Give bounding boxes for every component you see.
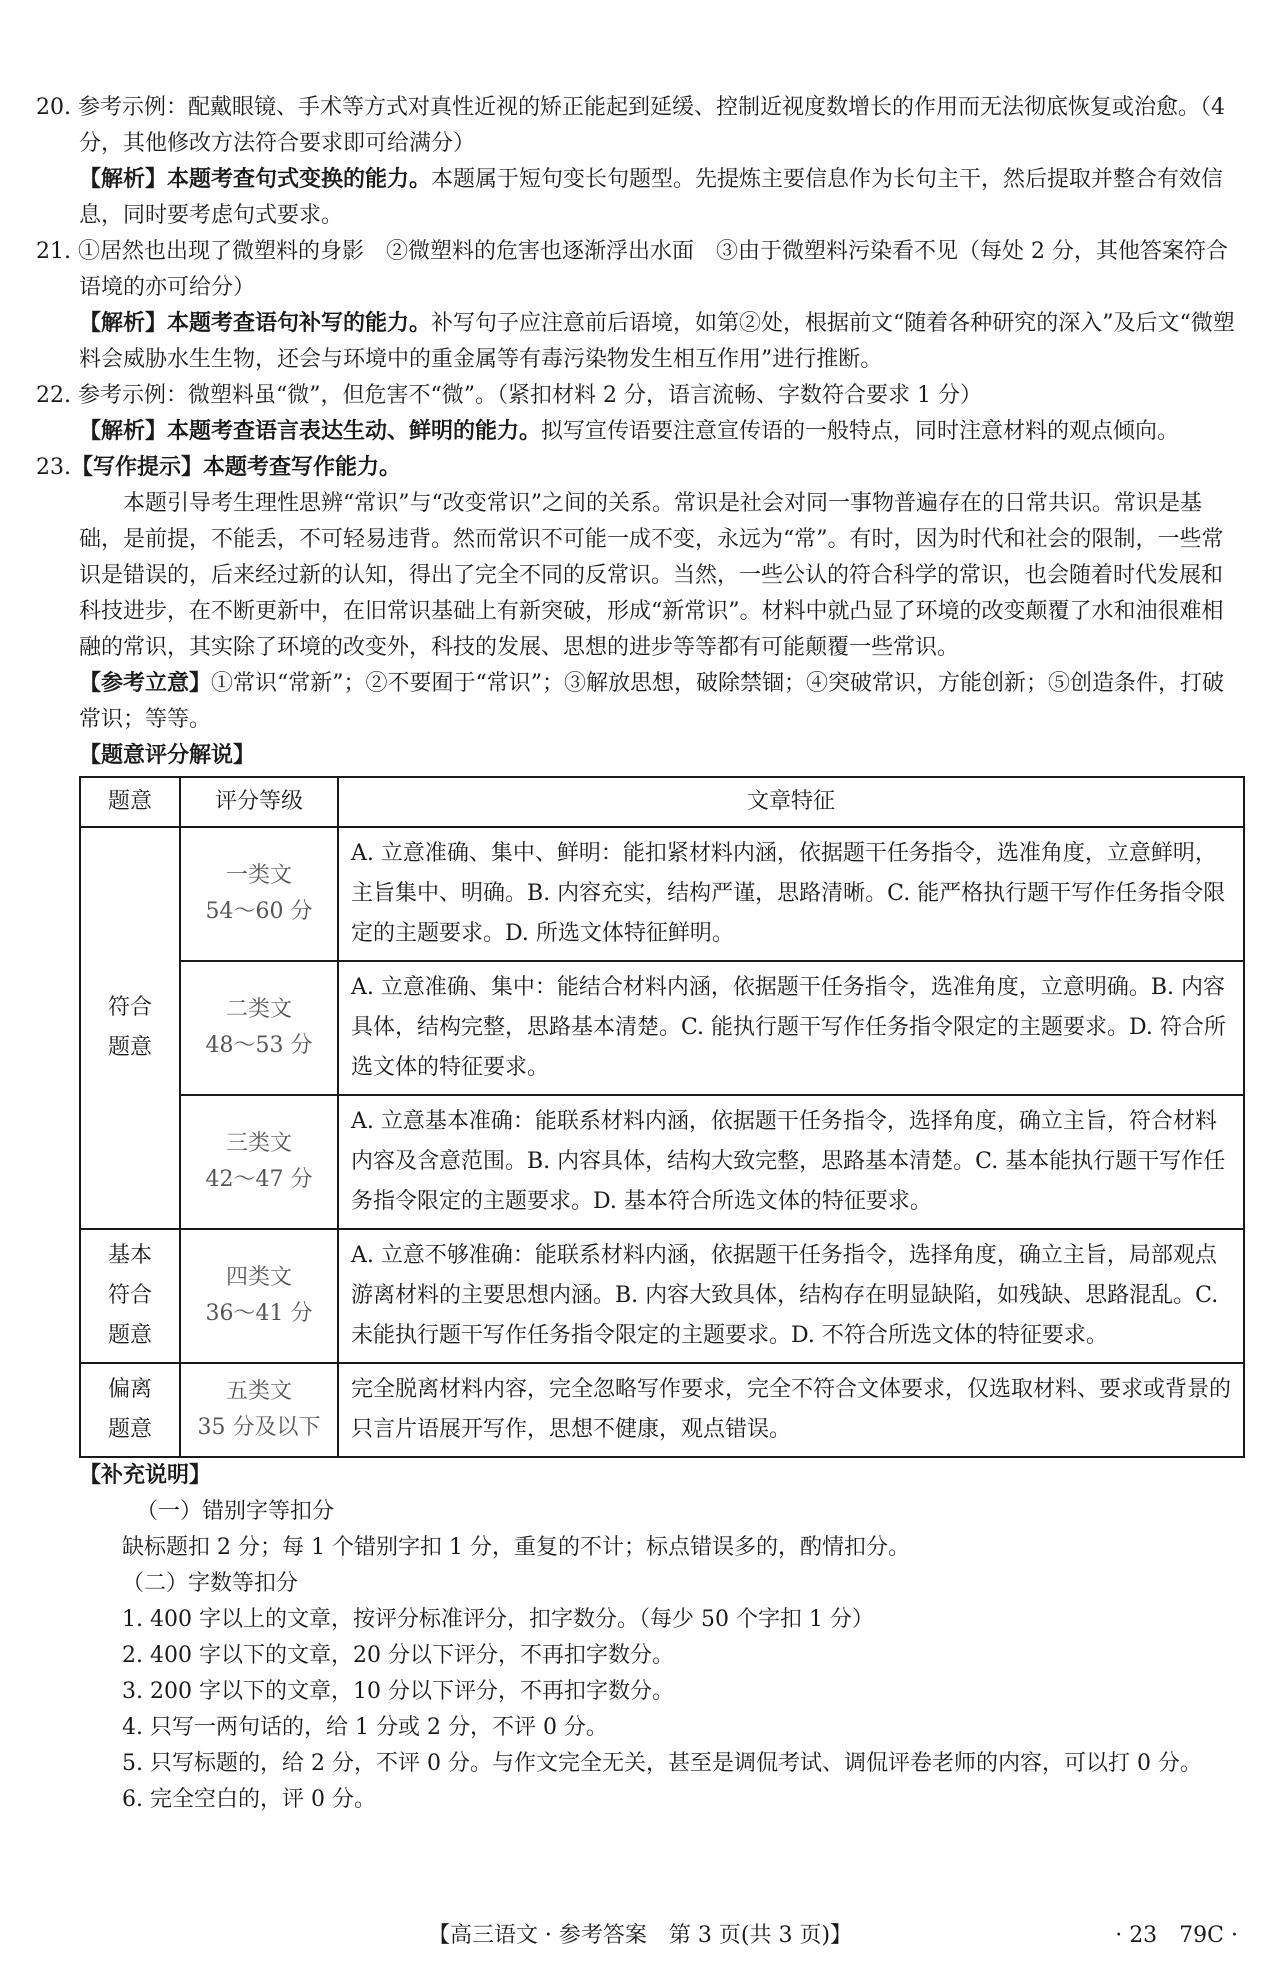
analysis-tag: 【解析】 [79, 311, 168, 336]
feature-cell: A. 立意准确、集中、鲜明：能扣紧材料内涵，依据题干任务指令，选准角度，立意鲜明，主旨集中、明确。B. 内容充实，结构严谨，思路清晰。C. 能严格执行题干写作任务指令限定的主题要求。D. 所选文体特征鲜明。 [338, 827, 1244, 961]
analysis-lead: 本题考查句式变换的能力。 [167, 167, 432, 192]
group-cell-fit: 符合题意 [80, 827, 180, 1229]
list-item: 5. 只写标题的，给 2 分，不评 0 分。与作文完全无关，甚至是调侃考试、调侃评卷老师的内容，可以打 0 分。 [122, 1751, 1202, 1776]
table-title: 【题意评分解说】 [79, 743, 256, 768]
table-row [80, 1095, 1244, 1229]
list-item: 3. 200 字以下的文章，10 分以下评分，不再扣字数分。 [122, 1679, 674, 1704]
group-cell-off: 偏离题意 [80, 1363, 180, 1457]
list-item: 2. 400 字以下的文章，20 分以下评分，不再扣字数分。 [122, 1643, 674, 1668]
q23-number: 23. [36, 455, 71, 480]
feature-cell: 完全脱离材料内容，完全忽略写作要求，完全不符合文体要求，仅选取材料、要求或背景的只言片语展开写作，思想不健康，观点错误。 [338, 1363, 1244, 1457]
level-cell: 一类文 54～60 分 [180, 827, 338, 961]
analysis-text: 本题属于短句变长句题型。先提炼主要信息作为长句主干，然后提取并整合有效信息，同时要考虑句式要求。 [79, 167, 1224, 228]
q21-answer: 21. ①居然也出现了微塑料的身影 ②微塑料的危害也逐渐浮出水面 ③由于微塑料污染看不见（每处 2 分，其他答案符合语境的亦可给分） [36, 239, 1228, 300]
header-features: 文章特征 [338, 777, 1244, 827]
analysis-lead: 本题考查语言表达生动、鲜明的能力。 [167, 419, 542, 444]
writing-tip-tag: 【写作提示】 [71, 455, 204, 480]
supplement-section [36, 1458, 1242, 1818]
reference-tag: 【参考立意】 [79, 671, 212, 696]
q21-analysis [36, 306, 1242, 378]
table-row [80, 1363, 1244, 1457]
table-row [80, 961, 1244, 1095]
writing-tip-lead: 本题考查写作能力。 [203, 455, 402, 480]
analysis-tag: 【解析】 [79, 167, 168, 192]
list-item: 6. 完全空白的，评 0 分。 [122, 1787, 376, 1812]
reference-text: ①常识“常新”；②不要囿于“常识”；③解放思想，破除禁锢；④突破常识，方能创新；⑤创造条件，打破常识；等等。 [79, 671, 1225, 732]
q23-heading [36, 450, 1242, 486]
supplement-tag: 【补充说明】 [79, 1463, 212, 1488]
analysis-text: 补写句子应注意前后语境，如第②处，根据前文“随着各种研究的深入”及后文“微塑料会威胁水生生物，还会与环境中的重金属等有毒污染物发生相互作用”进行推断。 [79, 311, 1235, 372]
footer-code: · 23 79C · [1115, 1923, 1238, 1948]
supplement-sec2: （二）字数等扣分 [122, 1571, 299, 1596]
level-cell: 四类文 36～41 分 [180, 1229, 338, 1363]
supplement-sec1: （一）错别字等扣分 [136, 1499, 335, 1524]
level-cell: 三类文 42～47 分 [180, 1095, 338, 1229]
q20-answer: 20. 参考示例：配戴眼镜、手术等方式对真性近视的矫正能起到延缓、控制近视度数增长的作用而无法彻底恢复或治愈。（4 分，其他修改方法符合要求即可给满分） [36, 95, 1225, 156]
grading-table [79, 776, 1245, 1458]
feature-cell: A. 立意不够准确：能联系材料内涵，依据题干任务指令，选择角度，确立主旨，局部观点游离材料的主要思想内涵。B. 内容大致具体，结构存在明显缺陷，如残缺、思路混乱。C. 未能执行题干写作任务指令限定的主题要求。D. 不符合所选文体的特征要求。 [338, 1229, 1244, 1363]
footer-title: 【高三语文 · 参考答案 第 3 页(共 3 页)】 [427, 1923, 853, 1948]
analysis-lead: 本题考查语句补写的能力。 [167, 311, 432, 336]
level-cell: 二类文 48～53 分 [180, 961, 338, 1095]
group-cell-basic: 基本符合题意 [80, 1229, 180, 1363]
q23-reference [36, 666, 1242, 738]
list-item: 1. 400 字以上的文章，按评分标准评分，扣字数分。（每少 50 个字扣 1 分） [122, 1607, 874, 1632]
header-topic: 题意 [80, 777, 180, 827]
q23-body: 本题引导考生理性思辨“常识”与“改变常识”之间的关系。常识是社会对同一事物普遍存在的日常共识。常识是基础，是前提，不能丢，不可轻易违背。然而常识不可能一成不变，永远为“常”。有时，因为时代和社会的限制，一些常识是错误的，后来经过新的认知，得出了完全不同的反常识。当然，一些公认的符合科学的常识，也会随着时代发展和科技进步，在不断更新中，在旧常识基础上有新突破，形成“新常识”。材料中就凸显了环境的改变颠覆了水和油很难相融的常识，其实除了环境的改变外，科技的发展、思想的进步等等都有可能颠覆一些常识。 [79, 491, 1224, 660]
analysis-tag: 【解析】 [79, 419, 168, 444]
header-level: 评分等级 [180, 777, 338, 827]
q22-analysis [36, 414, 1242, 450]
answer-page [36, 90, 1242, 1818]
table-header-row [80, 777, 1244, 827]
q20-analysis [36, 162, 1242, 234]
analysis-text: 拟写宣传语要注意宣传语的一般特点，同时注意材料的观点倾向。 [541, 419, 1180, 444]
feature-cell: A. 立意准确、集中：能结合材料内涵，依据题干任务指令，选准角度，立意明确。B. 内容具体，结构完整，思路基本清楚。C. 能执行题干写作任务指令限定的主题要求。D. 符合所选文体的特征要求。 [338, 961, 1244, 1095]
table-row [80, 827, 1244, 961]
supplement-sec1-text: 缺标题扣 2 分；每 1 个错别字扣 1 分，重复的不计；标点错误多的，酌情扣分。 [122, 1535, 910, 1560]
list-item: 4. 只写一两句话的，给 1 分或 2 分，不评 0 分。 [122, 1715, 608, 1740]
table-row [80, 1229, 1244, 1363]
level-cell: 五类文 35 分及以下 [180, 1363, 338, 1457]
feature-cell: A. 立意基本准确：能联系材料内涵，依据题干任务指令，选择角度，确立主旨，符合材料内容及含意范围。B. 内容具体，结构大致完整，思路基本清楚。C. 基本能执行题干写作任务指令限定的主题要求。D. 基本符合所选文体的特征要求。 [338, 1095, 1244, 1229]
page-footer [0, 1918, 1280, 1958]
q22-answer: 22. 参考示例：微塑料虽“微”，但危害不“微”。（紧扣材料 2 分，语言流畅、字数符合要求 1 分） [36, 383, 982, 408]
